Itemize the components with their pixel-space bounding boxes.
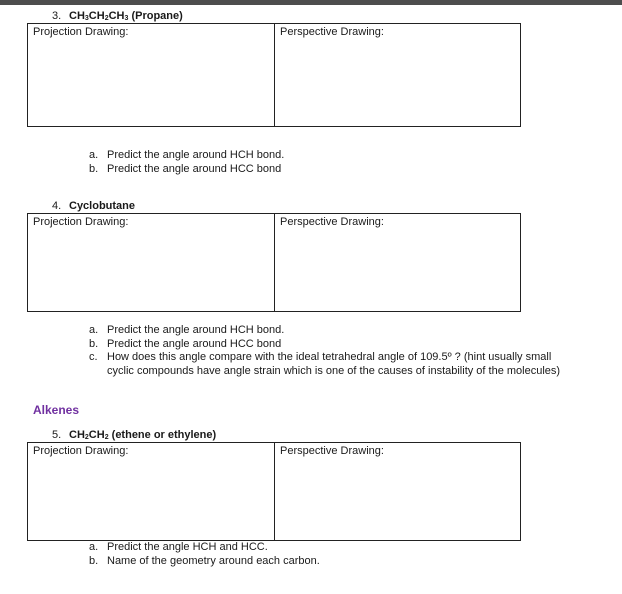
list-item: a. Predict the angle HCH and HCC. (89, 541, 268, 553)
list-item: b. Name of the geometry around each carbon. (89, 554, 320, 567)
q3-title: 3. CH3CH2CH3 (Propane) (52, 10, 183, 22)
q3-perspective-box[interactable] (274, 24, 520, 126)
q4-perspective-box[interactable] (274, 214, 520, 311)
q5-projection-box[interactable] (28, 443, 274, 540)
top-border (0, 0, 622, 5)
section-heading-alkenes: Alkenes (33, 403, 80, 417)
q5-perspective-box[interactable] (274, 443, 520, 540)
q4-number: 4. (52, 200, 62, 212)
q3-projection-box[interactable] (28, 24, 274, 126)
q3-projection-label: Projection Drawing: (33, 26, 129, 38)
list-item: a. Predict the angle around HCH bond. (89, 324, 285, 336)
q4-title: 4. Cyclobutane (52, 200, 136, 212)
list-item: b. Predict the angle around HCC bond (89, 162, 282, 175)
q5-number: 5. (52, 429, 62, 441)
q3-question-list (89, 149, 589, 176)
q4-perspective-label: Perspective Drawing: (280, 216, 384, 228)
q4-projection-label: Projection Drawing: (33, 216, 129, 228)
q5-drawing-boxes (27, 442, 521, 541)
q3-number: 3. (52, 10, 62, 22)
q3-perspective-label: Perspective Drawing: (280, 26, 384, 38)
list-item: c. How does this angle compare with the ideal tetrahedral angle of 109.5º ? (hint usually small cyclic compounds have angle strain which is one of the causes of instability of the molecules) (89, 351, 561, 377)
q5-title: 5. CH2CH2 (ethene or ethylene) (52, 429, 217, 441)
list-item: a. Predict the angle around HCH bond. (89, 149, 285, 161)
q4-drawing-boxes (27, 213, 521, 312)
list-item: b. Predict the angle around HCC bond (89, 337, 282, 350)
q5-perspective-label: Perspective Drawing: (280, 445, 384, 457)
q5-question-list (89, 541, 589, 568)
q4-question-list (89, 324, 581, 378)
q4-projection-box[interactable] (28, 214, 274, 311)
q3-drawing-boxes (27, 23, 521, 127)
q5-projection-label: Projection Drawing: (33, 445, 129, 457)
